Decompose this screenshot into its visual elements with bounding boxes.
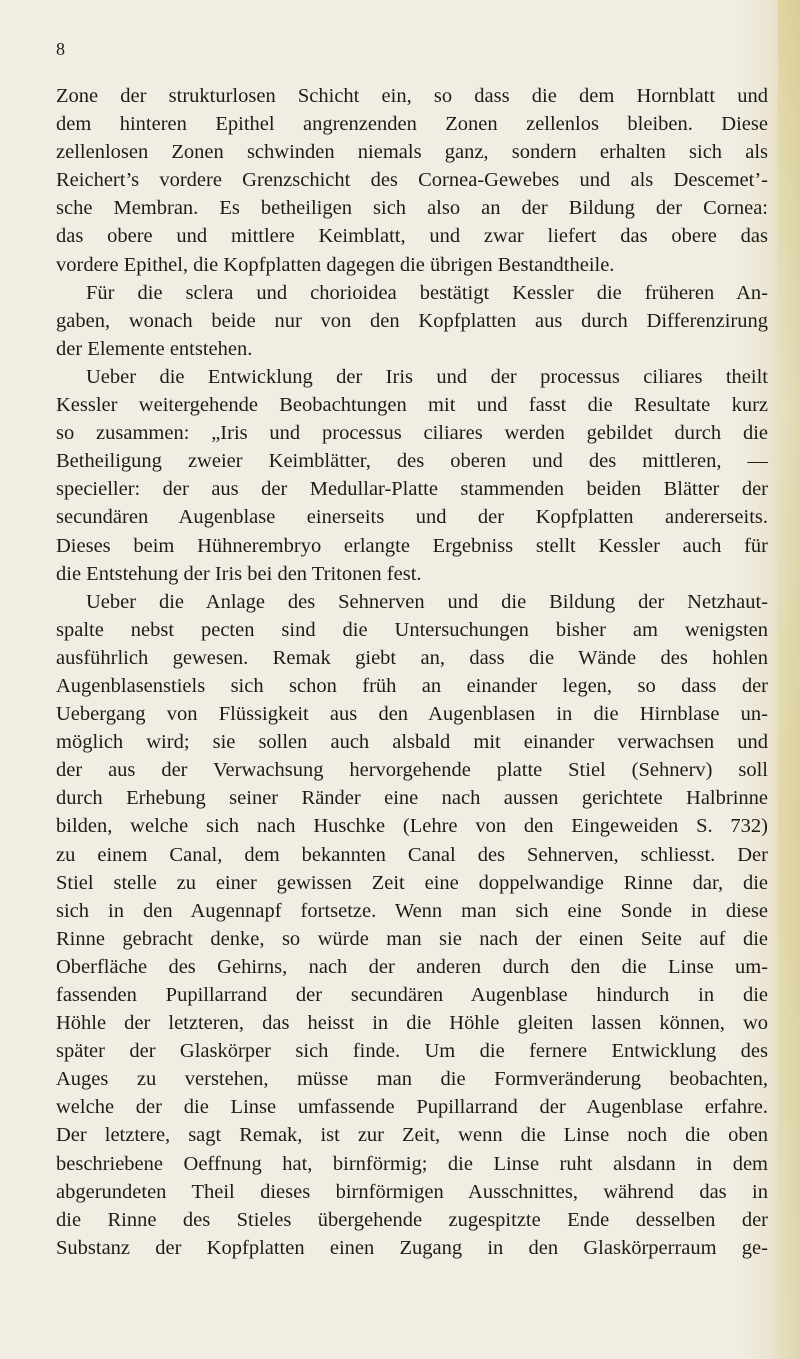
text-line: Zone der strukturlosen Schicht ein, so dass die dem Hornblatt und [56, 85, 768, 107]
text-line: Augenblasenstiels sich schon früh an einander legen, so dass der [56, 674, 768, 697]
text-line: sche Membran. Es betheiligen sich also an der Bildung der Cornea: [56, 197, 768, 220]
text-line: specieller: der aus der Medullar-Platte stammenden beiden Blätter der [56, 478, 768, 501]
text-line: zellenlosen Zonen schwinden niemals ganz, sondern erhalten sich als [56, 141, 768, 164]
text-line: vordere Epithel, die Kopfplatten dagegen die übrigen Bestandtheile. [56, 253, 615, 276]
text-line: ausführlich gewesen. Remak giebt an, dass die Wände des hohlen [56, 646, 768, 669]
text-line: Substanz der Kopfplatten einen Zugang in den Glaskörperraum ge- [56, 1236, 768, 1259]
text-line: durch Erhebung seiner Ränder eine nach aussen gerichtete Halbrinne [56, 787, 768, 810]
text-line: spalte nebst pecten sind die Untersuchungen bisher am wenigsten [56, 618, 768, 641]
text-line: Stiel stelle zu einer gewissen Zeit eine doppelwandige Rinne dar, die [56, 871, 768, 894]
text-line: gaben, wonach beide nur von den Kopfplatten aus durch Differenzirung [56, 309, 768, 332]
text-line: Höhle der letzteren, das heisst in die Höhle gleiten lassen können, wo [56, 1012, 768, 1035]
text-line: so zusammen: „Iris und processus ciliares werden gebildet durch die [56, 422, 768, 445]
page-number: 8 [56, 39, 65, 59]
text-line: Betheiligung zweier Keimblätter, des oberen und des mittleren, — [56, 450, 768, 473]
text-line: Rinne gebracht denke, so würde man sie nach der einen Seite auf die [56, 927, 768, 950]
text-line: Der letztere, sagt Remak, ist zur Zeit, wenn die Linse noch die oben [56, 1124, 768, 1147]
text-line: die Rinne des Stieles übergehende zugespitzte Ende desselben der [56, 1208, 768, 1231]
page-edge-stain [778, 0, 800, 1359]
text-line: sich in den Augennapf fortsetze. Wenn man sich eine Sonde in diese [56, 899, 768, 922]
text-line: Oberfläche des Gehirns, nach der anderen durch den die Linse um- [56, 955, 768, 978]
text-line: Ueber die Anlage des Sehnerven und die Bildung der Netzhaut- [86, 590, 768, 613]
text-line: möglich wird; sie sollen auch alsbald mit einander verwachsen und [56, 731, 768, 754]
text-line: beschriebene Oeffnung hat, birnförmig; die Linse ruht alsdann in dem [56, 1152, 768, 1175]
text-line: welche der die Linse umfassende Pupillarrand der Augenblase erfahre. [56, 1096, 768, 1119]
text-line: Für die sclera und chorioidea bestätigt Kessler die früheren An- [86, 281, 768, 304]
text-line: der aus der Verwachsung hervorgehende platte Stiel (Sehnerv) soll [56, 759, 768, 782]
text-line: das obere und mittlere Keimblatt, und zwar liefert das obere das [56, 225, 768, 248]
text-line: Auges zu verstehen, müsse man die Formveränderung beobachten, [56, 1068, 768, 1091]
text-line: der Elemente entstehen. [56, 337, 253, 360]
text-line: Ueber die Entwicklung der Iris und der processus ciliares theilt [86, 365, 768, 388]
text-line: die Entstehung der Iris bei den Tritonen fest. [56, 562, 422, 585]
text-line: secundären Augenblase einerseits und der Kopfplatten andererseits. [56, 506, 768, 529]
text-line: Uebergang von Flüssigkeit aus den Augenblasen in die Hirnblase un- [56, 703, 768, 726]
text-line: Reichert’s vordere Grenzschicht des Cornea-Gewebes und als Descemet’- [56, 169, 768, 192]
body-text [56, 82, 768, 1262]
text-line: dem hinteren Epithel angrenzenden Zonen zellenlos bleiben. Diese [56, 113, 768, 136]
text-line: zu einem Canal, dem bekannten Canal des Sehnerven, schliesst. Der [56, 843, 768, 866]
text-line: bilden, welche sich nach Huschke (Lehre von den Eingeweiden S. 732) [56, 815, 768, 838]
text-line: Kessler weitergehende Beobachtungen mit und fasst die Resultate kurz [56, 394, 768, 417]
text-line: fassenden Pupillarrand der secundären Augenblase hindurch in die [56, 984, 768, 1006]
text-line: abgerundeten Theil dieses birnförmigen Ausschnittes, während das in [56, 1180, 768, 1203]
text-line: Dieses beim Hühnerembryo erlangte Ergebniss stellt Kessler auch für [56, 534, 768, 557]
text-line: später der Glaskörper sich finde. Um die fernere Entwicklung des [56, 1040, 768, 1063]
